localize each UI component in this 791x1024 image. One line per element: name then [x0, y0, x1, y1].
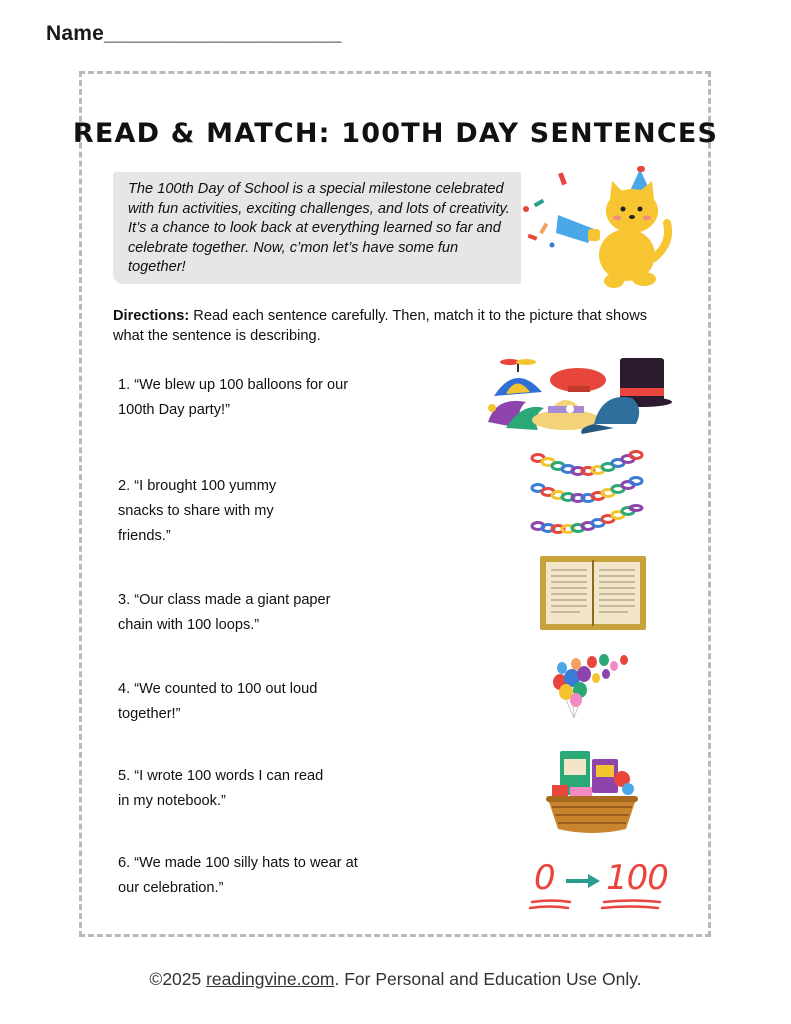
- counting-from: 0: [534, 858, 556, 898]
- directions: [113, 306, 653, 346]
- worksheet-title: READ & MATCH: 100TH DAY SENTENCES: [72, 118, 719, 149]
- directions-text: Read each sentence carefully. Then, match it to the picture that shows what the sentence is describing.: [113, 308, 648, 344]
- footer: [0, 969, 791, 990]
- counting-to: 100: [606, 858, 668, 898]
- paper-chain-icon: [530, 450, 644, 536]
- footer-copyright: ©2025: [149, 969, 207, 989]
- sentence-5: 5. “I wrote 100 words I can read in my notebook.”: [118, 768, 324, 809]
- underline-strokes-icon: [528, 898, 664, 912]
- footer-link[interactable]: readingvine.com: [206, 969, 335, 989]
- hats-icon: [486, 352, 674, 434]
- snack-basket-icon: [546, 745, 638, 835]
- sentence-6: 6. “We made 100 silly hats to wear at our celebration.”: [118, 855, 358, 896]
- sentence-2: 2. “I brought 100 yummy snacks to share with my friends.”: [118, 478, 277, 544]
- footer-notice: . For Personal and Education Use Only.: [334, 969, 642, 989]
- balloons-icon: [550, 652, 632, 720]
- open-book-icon: [540, 556, 646, 630]
- party-cat-icon: [522, 163, 682, 293]
- arrow-right-icon: [566, 874, 600, 888]
- name-line: Name____________________: [46, 22, 342, 45]
- sentence-1: 1. “We blew up 100 balloons for our 100th Day party!”: [118, 377, 349, 418]
- zero-to-hundred-icon: [528, 858, 668, 914]
- sentence-3: 3. “Our class made a giant paper chain with 100 loops.”: [118, 592, 331, 633]
- intro-box: The 100th Day of School is a special milestone celebrated with fun activities, exciting challenges, and lots of creativity. It’s a chance to look back at everything learned so far and celebrate together. Now, c’mon let’s have some fun together!: [113, 172, 521, 284]
- directions-label: Directions:: [113, 308, 190, 324]
- sentence-4: 4. “We counted to 100 out loud together!”: [118, 681, 318, 722]
